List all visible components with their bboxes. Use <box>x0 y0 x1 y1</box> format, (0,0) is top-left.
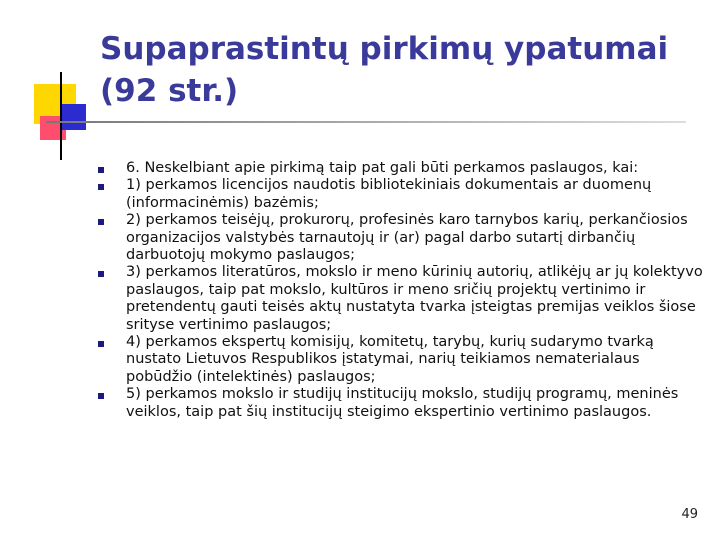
slide-title-line-1: Supaprastintų pirkimų ypatumai <box>100 31 669 67</box>
bullet-item <box>96 177 706 212</box>
bullet-item <box>96 264 706 334</box>
bullet-item <box>96 386 706 421</box>
bullet-text: 4) perkamos ekspertų komisijų, komitetų, tarybų, kurių sudarymo tvarką nustato Lietuvos Respublikos įstatymai, narių teikiamos nematerialaus pobūdžio (intelektinės) paslaugos; <box>126 334 654 385</box>
square-bullet-icon <box>98 219 104 225</box>
square-bullet-icon <box>98 393 104 399</box>
bullet-text: 2) perkamos teisėjų, prokurorų, profesinės karo tarnybos karių, perkančiosios organizacijos valstybės tarnautojų ir (ar) pagal darbo sutartį dirbančių darbuotojų mokymo paslaugos; <box>126 212 688 264</box>
slide-title-line-2: (92 str.) <box>100 73 239 109</box>
title-divider-line <box>46 121 686 123</box>
square-bullet-icon <box>98 271 104 277</box>
bullet-text: 3) perkamos literatūros, mokslo ir meno kūrinių autorių, atlikėjų ar jų kolektyvo paslaugos, taip pat mokslo, kultūros ir meno sričių projektų vertinimo ir pretendentų gauti teisės aktų nustatyta tvarka įsteigtas premijas veiklos šiose srityse vertinimo paslaugos; <box>126 264 703 333</box>
slide-title <box>100 28 700 112</box>
square-bullet-icon <box>98 341 104 347</box>
bullet-item <box>96 212 706 264</box>
square-bullet-icon <box>98 167 104 173</box>
decorative-blue-square <box>60 104 86 130</box>
square-bullet-icon <box>98 184 104 190</box>
bullet-list <box>96 160 706 421</box>
bullet-text: 5) perkamos mokslo ir studijų institucijų mokslo, studijų programų, meninės veiklos, taip pat šių institucijų steigimo ekspertinio vertinimo paslaugos. <box>126 386 679 420</box>
decorative-vertical-line <box>60 72 62 160</box>
page-number: 49 <box>681 507 698 522</box>
bullet-text: 1) perkamos licencijos naudotis bibliotekiniais dokumentais ar duomenų (informacinėmis) bazėmis; <box>126 177 652 211</box>
bullet-item <box>96 160 706 177</box>
bullet-text: 6. Neskelbiant apie pirkimą taip pat gali būti perkamos paslaugos, kai: <box>126 160 639 176</box>
bullet-item <box>96 334 706 386</box>
